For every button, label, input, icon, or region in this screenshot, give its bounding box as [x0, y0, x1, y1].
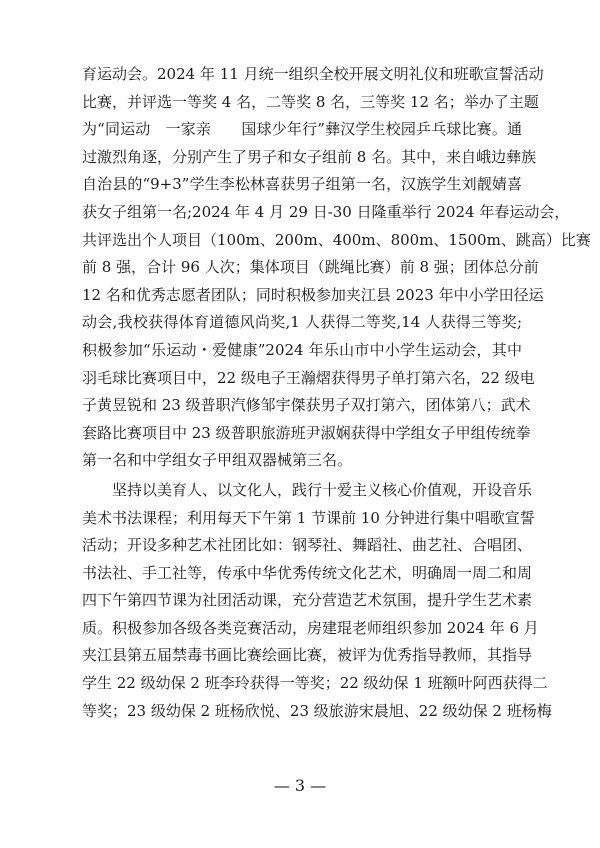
text-line: 坚持以美育人、以文化人，践行十爱主义核心价值观，开设音乐 [112, 480, 533, 499]
paragraph-2 [82, 477, 552, 725]
paragraph-1 [82, 61, 591, 475]
text-line: 育运动会。2024 年 11 月统一组织全校开展文明礼仪和班歌宣誓活动 [82, 65, 544, 83]
text-line: 羽毛球比赛项目中，22 级电子王瀚熠获得男子单打第六名，22 级电 [82, 368, 535, 387]
text-line: 前 8 强，合计 96 人次；集体项目（跳绳比赛）前 8 强；团体总分前 [82, 258, 539, 277]
text-line: 活动；开设多种艺术社团比如：钢琴社、舞蹈社、曲艺社、合唱团、 [82, 536, 533, 555]
text-line: 为“同运动 一家亲 国球少年行”彝汉学生校园乒乓球比赛。通 [82, 120, 522, 139]
text-line: 积极参加“乐运动・爱健康”2024 年乐山市中小学生运动会，其中 [82, 340, 522, 359]
text-line: 套路比赛项目中 23 级普职旅游班尹淑娴获得中学组女子甲组传统拳 [82, 423, 531, 442]
text-line: 四下午第四节课为社团活动课，充分营造艺术氛围，提升学生艺术素 [82, 591, 533, 610]
body-text [82, 61, 591, 725]
text-line: 12 名和优秀志愿者团队；同时积极参加夹江县 2023 年中小学田径运 [82, 285, 544, 304]
text-line: 第一名和中学组女子甲组双器械第三名。 [82, 451, 353, 470]
text-line: 质。积极参加各级各类竞赛活动，房建琨老师组织参加 2024 年 6 月 [82, 618, 539, 637]
page-number: — 3 — [273, 776, 327, 795]
text-line: 书法社、手工社等，传承中华优秀传统文化艺术，明确周一周二和周 [82, 563, 533, 582]
text-line: 共评选出个人项目（100m、200m、400m、800m、1500m、跳高）比赛 [82, 230, 591, 249]
text-line: 等奖；23 级幼保 2 班杨欣悦、23 级旅游宋晨旭、22 级幼保 2 班杨梅 [82, 701, 552, 720]
text-line: 过激烈角逐，分别产生了男子和女子组前 8 名。其中，来自峨边彝族 [82, 147, 537, 166]
text-line: 比赛，并评选一等奖 4 名，二等奖 8 名，三等奖 12 名；举办了主题 [82, 92, 539, 111]
text-line: 子黄昱锐和 23 级普职汽修邹宇傑获男子双打第六，团体第八；武术 [82, 396, 531, 415]
text-line: 学生 22 级幼保 2 班李玲获得一等奖；22 级幼保 1 班额叶阿西获得二 [82, 674, 548, 693]
text-line: 动会,我校获得体育道德风尚奖,1 人获得二等奖,14 人获得三等奖; [82, 313, 522, 332]
text-line: 美术书法课程；利用每天下午第 1 节课前 10 分钟进行集中唱歌宣誓 [82, 508, 535, 527]
text-line: 获女子组第一名;2024 年 4 月 29 日-30 日隆重举行 2024 年春运动会， [82, 202, 570, 221]
text-line: 夹江县第五届禁毒书画比赛绘画比赛，被评为优秀指导教师，其指导 [82, 646, 533, 665]
text-line: 自治县的“9+3”学生李松林喜获男子组第一名，汉族学生刘靓婧喜 [82, 175, 522, 194]
